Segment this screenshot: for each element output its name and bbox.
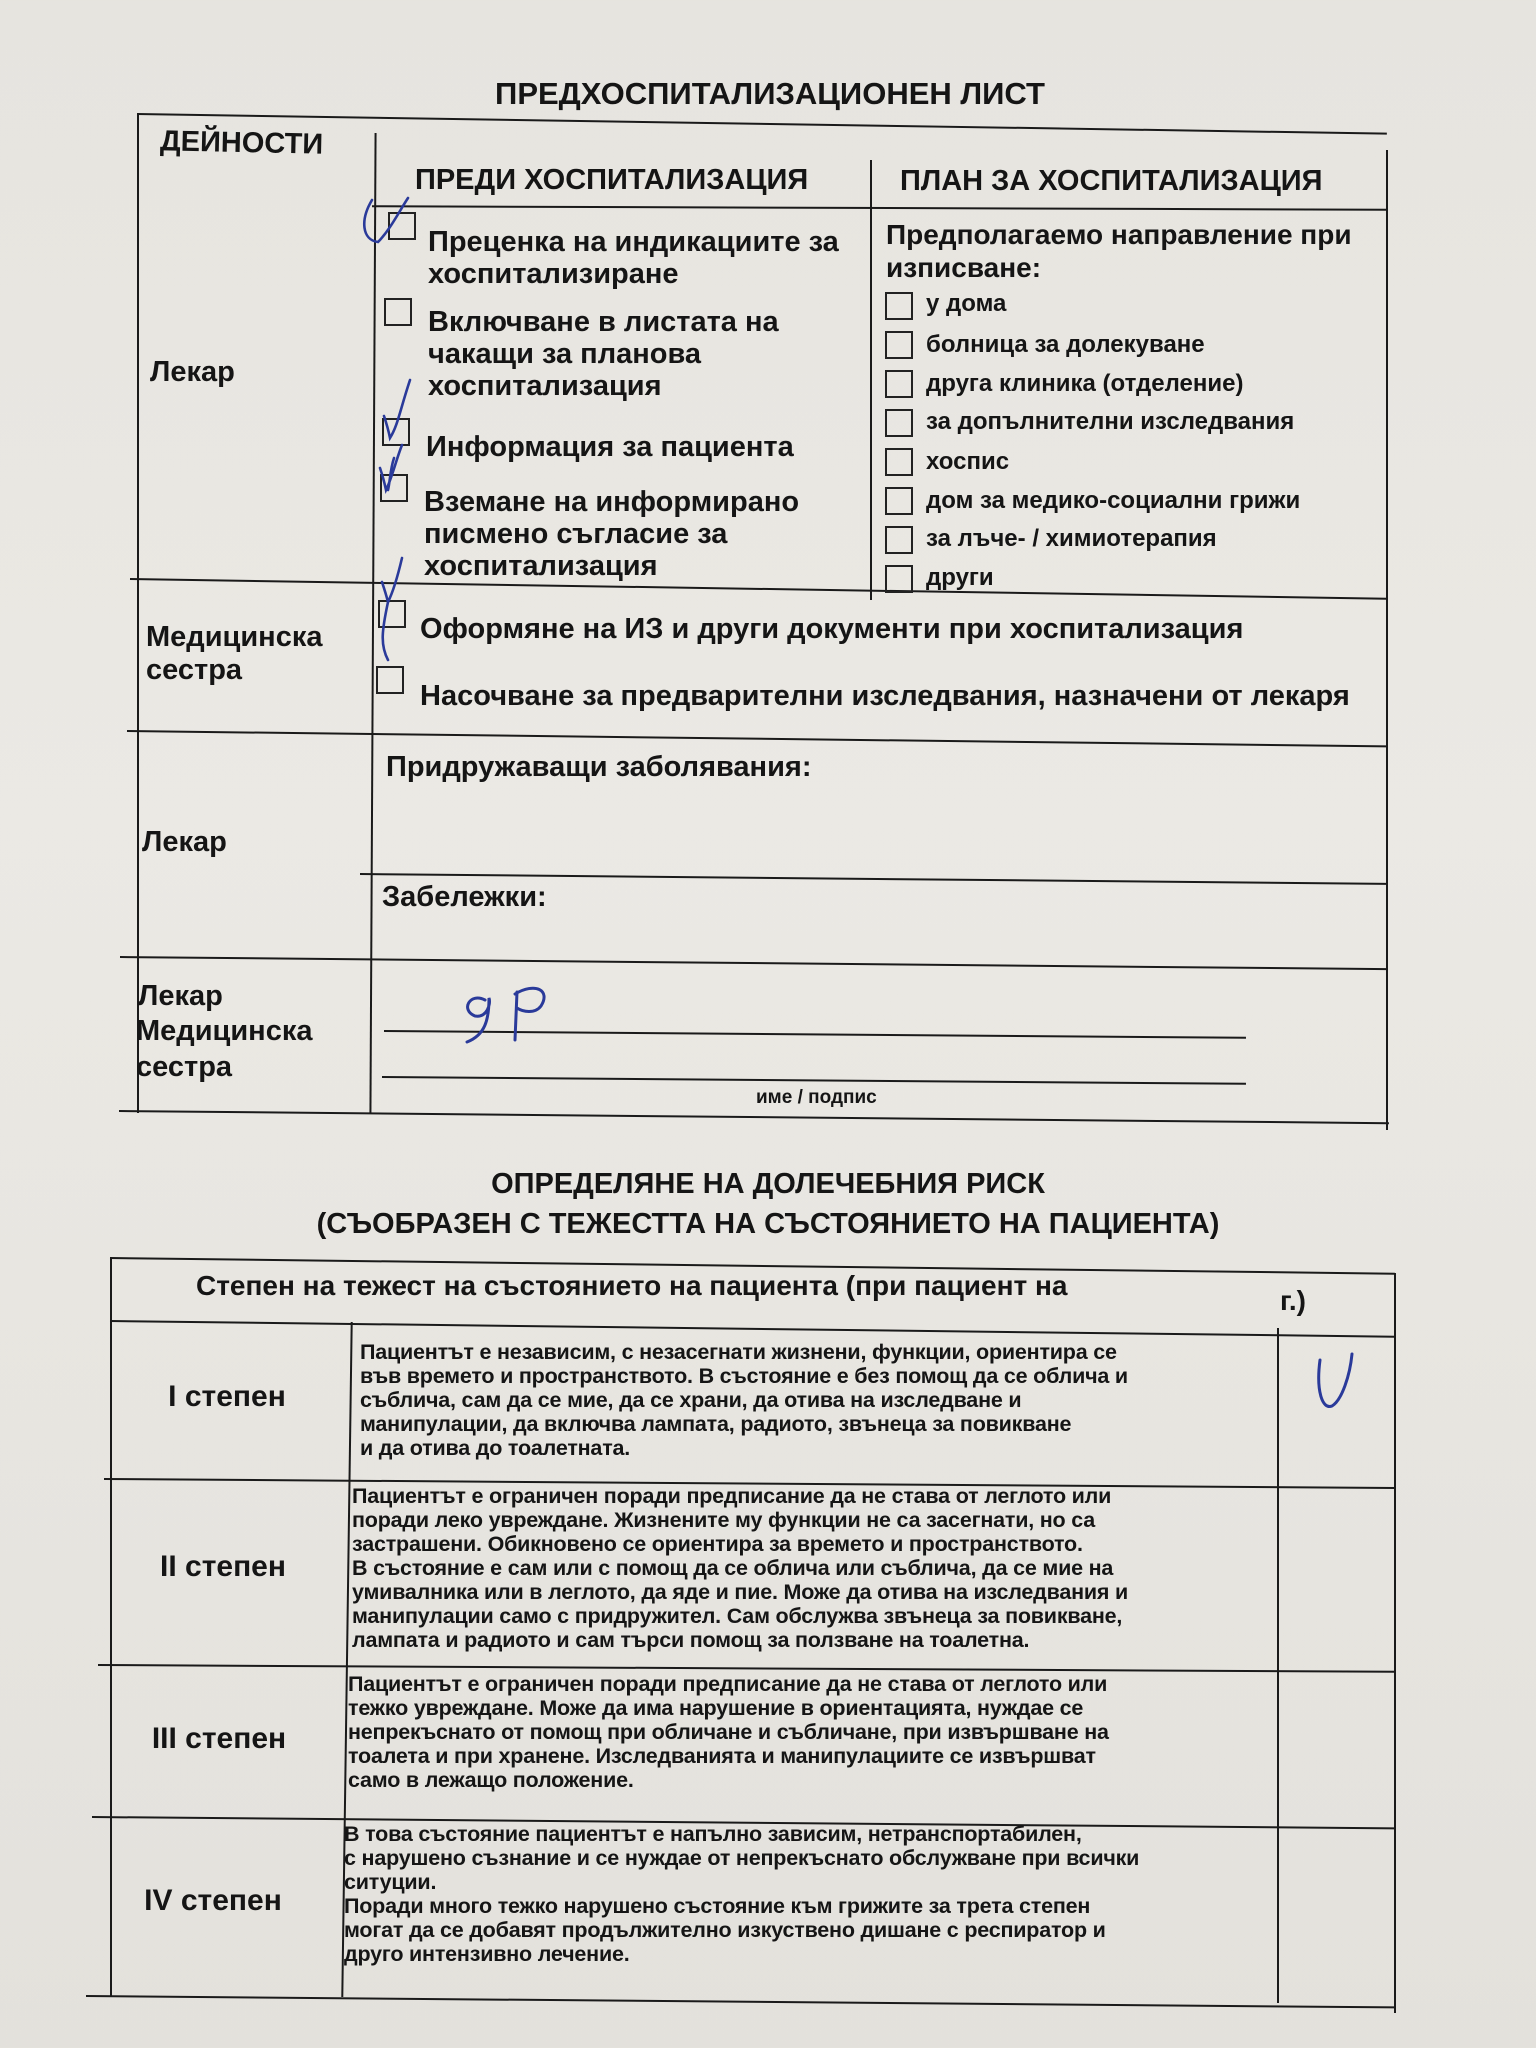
row-label-signer-nurse-2: сестра [136,1051,233,1083]
description-line: Поради много тежко нарушено състояние към грижите за трета степен [344,1894,1091,1918]
degree-3-mark-cell[interactable] [1282,1668,1392,1814]
comorbidities-field[interactable] [380,790,1380,870]
checkbox-other-clinic[interactable] [885,370,913,398]
degree-1-mark-cell[interactable] [1282,1326,1392,1476]
description-line: непрекъснато от помощ при обличане и събличане, при извършване на [348,1720,1109,1744]
description-line: поради леко увреждане. Жизнените му функции не са засегнати, но са [352,1508,1096,1532]
table-border [137,113,139,1113]
option-home: у дома [926,290,1007,317]
row-label-nurse: Медицинска сестра [146,621,323,686]
table-border [86,1995,1396,2008]
description-line: Пациентът е ограничен поради предписание да не става от леглото или [352,1484,1112,1508]
checkmark-icon [364,198,408,242]
degree-description-3 [348,1672,1109,1792]
description-line: друго интензивно лечение. [344,1942,630,1966]
checkbox-aftercare-hospital[interactable] [885,331,913,359]
table-border [1386,150,1388,1130]
handwritten-signature [455,980,565,1050]
header-activities: ДЕЙНОСТИ [159,125,324,161]
row-divider [372,205,1387,211]
checkbox-additional-tests[interactable] [885,409,913,437]
header-hospitalization-plan: ПЛАН ЗА ХОСПИТАЛИЗАЦИЯ [900,165,1323,197]
degree-description-4 [344,1812,1139,1966]
option-social-care: дом за медико-социални грижи [926,487,1301,514]
risk-title-line-2: (СЪОБРАЗЕН С ТЕЖЕСТТА НА СЪСТОЯНИЕТО НА ПАЦИЕНТА) [316,1208,1220,1240]
notes-label: Забележки: [382,881,547,913]
description-line: съблича, сам да се мие, да се храни, да отива на изследване и [360,1388,1022,1412]
checkmark-icon [380,445,402,490]
notes-field[interactable] [380,915,1380,955]
checkmark-icon [384,380,410,438]
description-line: Пациентът е ограничен поради предписание да не става от леглото или [348,1672,1108,1696]
task-patient-info: Информация за пациента [426,431,794,463]
description-line: могат да се добавят продължително изкуствено дишане с респиратор и [344,1918,1106,1942]
row-divider [127,730,1387,747]
task-preliminary-tests: Насочване за предварителни изследвания, назначени от лекаря [420,680,1350,712]
column-divider [870,160,872,600]
row-label-signer-nurse: Медицинска [136,1015,313,1047]
checkbox-therapy[interactable] [885,526,913,554]
option-hospice: хоспис [926,448,1010,475]
row-divider [110,1320,1395,1338]
description-line: В това състояние пациентът е напълно зависим, нетранспортабилен, [344,1822,1082,1846]
option-other: други [926,564,994,591]
risk-table-header: Степен на тежест на състоянието на пациента (при пациент на [196,1270,1068,1301]
checkbox-social-care[interactable] [885,487,913,515]
risk-table-header-suffix: г.) [1280,1285,1306,1316]
description-line: Пациентът е независим, с незасегнати жизнени, функции, ориентира се [360,1340,1117,1364]
degree-description-2 [352,1484,1128,1652]
description-line: тоалета и при хранене. Изследванията и манипулациите се извършват [348,1744,1096,1768]
description-line: манипулации, да включва лампата, радиото, звънеца за повикване [360,1412,1072,1436]
description-line: тежко увреждане. Може да има нарушение в ориентацията, нуждае се [348,1696,1084,1720]
form-title: ПРЕДХОСПИТАЛИЗАЦИОНЕН ЛИСТ [495,76,1045,111]
task-documents: Оформяне на ИЗ и други документи при хоспитализация [420,613,1244,645]
task-indications: Преценка на индикациите за хоспитализиране [428,226,839,290]
description-line: В състояние е сам или с помощ да се облича или съблича, да се мие на [352,1556,1114,1580]
checkbox-hospice[interactable] [885,448,913,476]
description-line: манипулации само с придружител. Сам обслужва звънеца за повикване, [352,1604,1123,1628]
degree-label-4: IV степен [144,1884,282,1917]
checkbox-other[interactable] [885,565,913,593]
task-informed-consent: Вземане на информирано писмено съгласие за хоспитализация [424,486,800,582]
risk-title-line-1: ОПРЕДЕЛЯНЕ НА ДОЛЕЧЕБНИЯ РИСК [491,1168,1045,1200]
table-border [137,113,1387,135]
option-aftercare-hospital: болница за долекуване [926,331,1205,358]
degree-2-mark-cell[interactable] [1282,1484,1392,1662]
task-waiting-list: Включване в листата на чакащи за планова хоспитализация [428,306,779,402]
table-border [119,1110,1389,1124]
discharge-title: Предполагаемо направление при изписване: [886,219,1352,283]
table-border [1394,1273,1396,2013]
checkmark-icon [1312,1350,1362,1420]
description-line: и да отива до тоалетната. [360,1436,631,1460]
checkbox-home[interactable] [885,292,913,320]
degree-label-3: III степен [151,1722,287,1755]
description-line: застрашени. Обикновено се ориентира за времето и пространството. [352,1532,1083,1556]
description-line: с нарушено съзнание и се нуждае от непрекъснато обслужване при всички [344,1846,1140,1870]
checkmark-icon [382,558,402,602]
header-before-hospitalization: ПРЕДИ ХОСПИТАЛИЗАЦИЯ [415,164,809,196]
degree-4-mark-cell[interactable] [1282,1820,1392,1992]
description-line: лампата и радиото и сам търси помощ за ползване на тоалетна. [352,1628,1030,1652]
comorbidities-label: Придружаващи заболявания: [386,751,812,783]
row-label-signer-doctor: Лекар [138,980,223,1012]
option-other-clinic: друга клиника (отделение) [926,370,1244,397]
option-additional-tests: за допълнителни изследвания [926,408,1295,435]
description-line: само в лежащо положение. [348,1768,634,1792]
checkmark-icon [383,602,388,660]
description-line: ситуции. [344,1870,437,1894]
signature-caption: име / подпис [756,1087,877,1108]
degree-description-1 [360,1340,1128,1460]
handwritten-checkmarks [360,190,420,910]
description-line: във времето и пространството. В състояние е без помощ да се облича и [360,1364,1128,1388]
option-therapy: за лъче- / химиотерапия [926,525,1217,552]
degree-label-2: II степен [160,1550,286,1583]
row-divider [120,956,1387,970]
row-label-doctor-2: Лекар [142,826,227,858]
signature-line-nurse[interactable] [382,1076,1246,1084]
degree-label-1: I степен [168,1380,286,1413]
row-label-doctor: Лекар [150,356,235,388]
column-divider [1277,1328,1279,2003]
description-line: умивалника или в леглото, да яде и пие. Може да отива на изследвания и [352,1580,1129,1604]
